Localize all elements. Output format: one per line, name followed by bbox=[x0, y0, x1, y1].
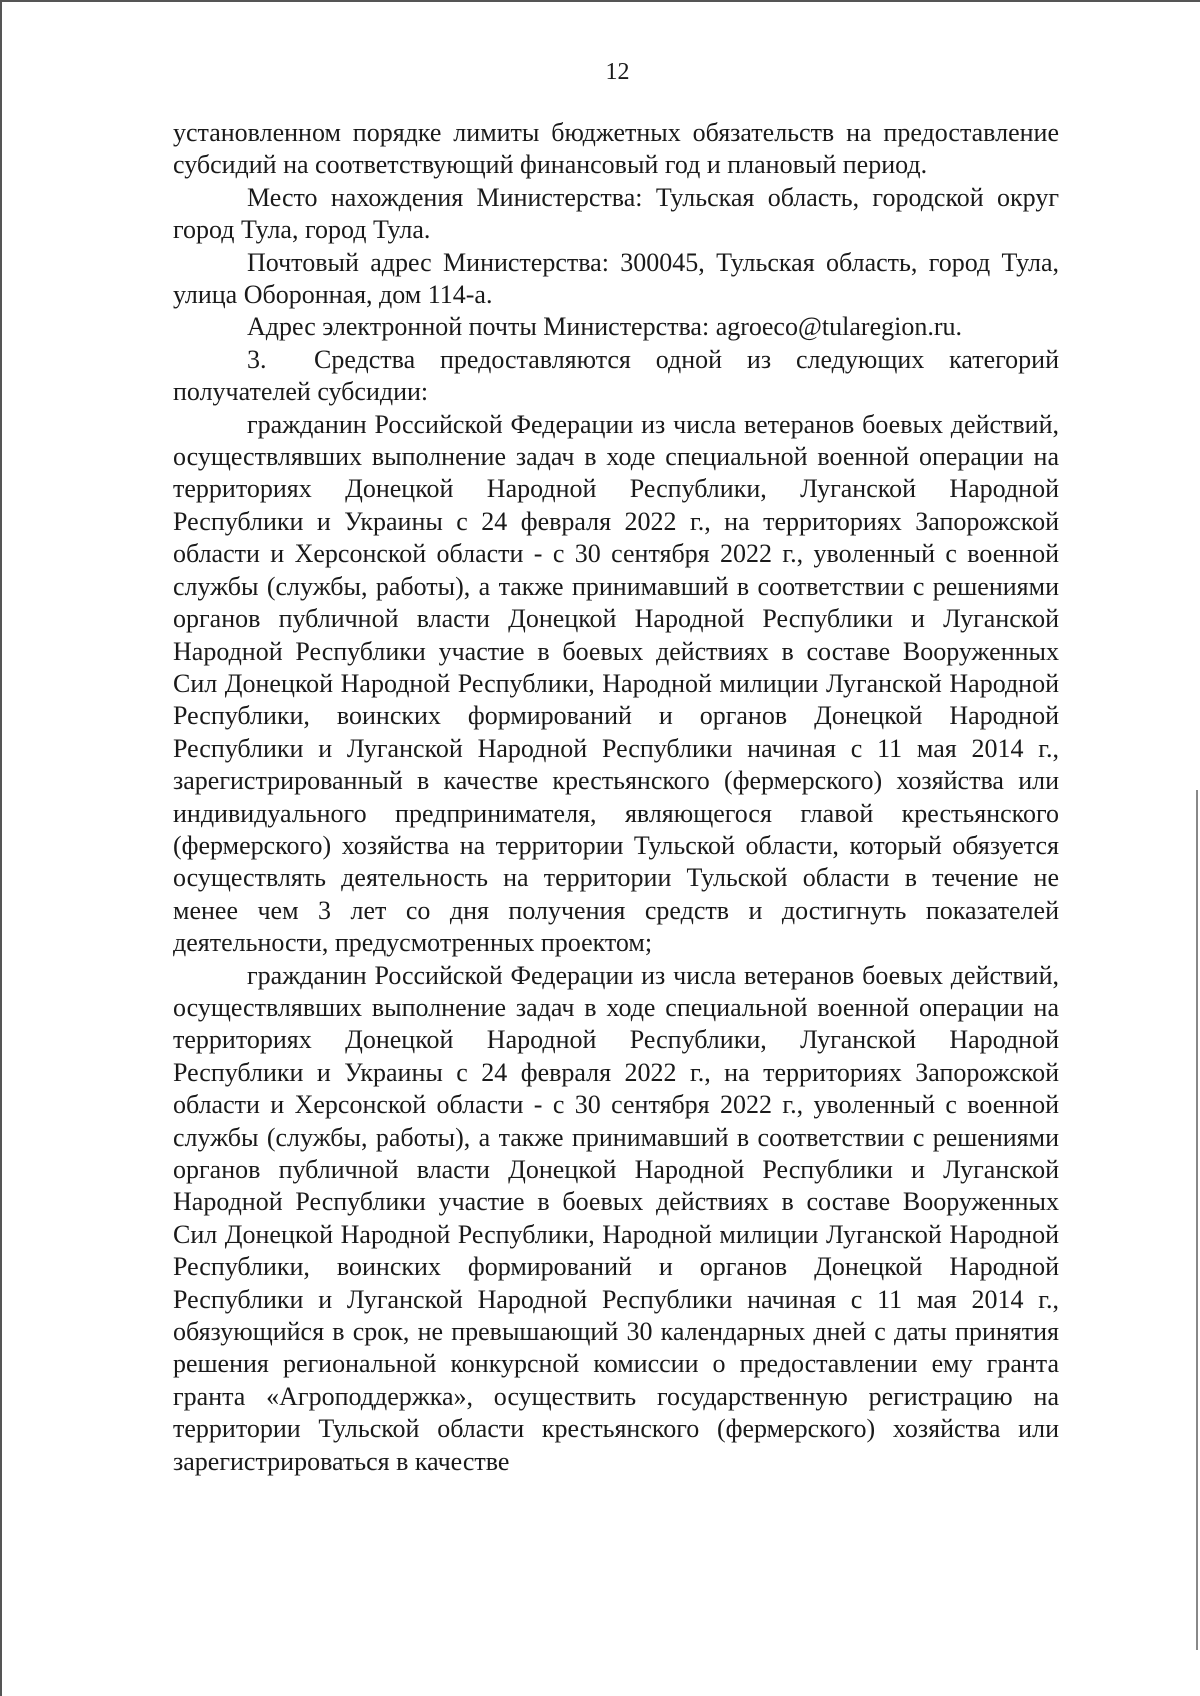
paragraph-email: Адрес электронной почты Министерства: agroeco@tularegion.ru. bbox=[247, 312, 962, 342]
paragraph-postal-address: Почтовый адрес Министерства: 300045, Тульская область, город Тула, улица Оборонная, дом 114-а. bbox=[173, 247, 1059, 310]
paragraph-category-2: гражданин Российской Федерации из числа ветеранов боевых действий, осуществлявших выполнение задач в ходе специальной военной операции на территориях Донецкой Народной Республики, Луганской Народной Республики и Украины с 24 февраля 2022 г., на территориях Запорожской области и Херсонской области - с 30 сентября 2022 г., уволенный с военной службы (службы, работы), а также принимавший в соответствии с решениями органов публичной власти Донецкой Народной Республики и Луганской Народной Республики участие в боевых действиях в составе Вооруженных Сил Донецкой Народной Республики, Народной милиции Луганской Народной Республики, воинских формирований и органов Донецкой Народной Республики и Луганской Народной Республики начиная с 11 мая 2014 г., обязующийся в срок, не превышающий 30 календарных дней с даты принятия решения региональной конкурсной комиссии о предоставлении ему гранта гранта «Агроподдержка», осуществить государственную регистрацию на территории Тульской области крестьянского (фермерского) хозяйства или зарегистрироваться в качестве bbox=[173, 960, 1059, 1476]
paragraph-item-3 bbox=[173, 344, 1059, 409]
item-3-text: Средства предоставляются одной из следующих категорий получателей субсидии: bbox=[173, 344, 1059, 407]
page-border-top bbox=[0, 0, 1200, 2]
page-border-right bbox=[1196, 790, 1198, 1650]
paragraph-location: Место нахождения Министерства: Тульская область, городской округ город Тула, город Тула. bbox=[173, 182, 1059, 245]
page-border-left bbox=[0, 0, 2, 1696]
page-number: 12 bbox=[605, 59, 630, 85]
item-number: 3. bbox=[247, 344, 267, 374]
document-body bbox=[173, 117, 1059, 1478]
paragraph-category-1: гражданин Российской Федерации из числа ветеранов боевых действий, осуществлявших выполнение задач в ходе специальной военной операции на территориях Донецкой Народной Республики, Луганской Народной Республики и Украины с 24 февраля 2022 г., на территориях Запорожской области и Херсонской области - с 30 сентября 2022 г., уволенный с военной службы (службы, работы), а также принимавший в соответствии с решениями органов публичной власти Донецкой Народной Республики и Луганской Народной Республики участие в боевых действиях в составе Вооруженных Сил Донецкой Народной Республики, Народной милиции Луганской Народной Республики, воинских формирований и органов Донецкой Народной Республики и Луганской Народной Республики начиная с 11 мая 2014 г., зарегистрированный в качестве крестьянского (фермерского) хозяйства или индивидуального предпринимателя, являющегося главой крестьянского (фермерского) хозяйства на территории Тульской области, который обязуется осуществлять деятельность на территории Тульской области в течение не менее чем 3 лет со дня получения средств и достигнуть показателей деятельности, предусмотренных проектом; bbox=[173, 409, 1059, 958]
paragraph-limits: установленном порядке лимиты бюджетных обязательств на предоставление субсидий на соответствующий финансовый год и плановый период. bbox=[173, 118, 1059, 180]
